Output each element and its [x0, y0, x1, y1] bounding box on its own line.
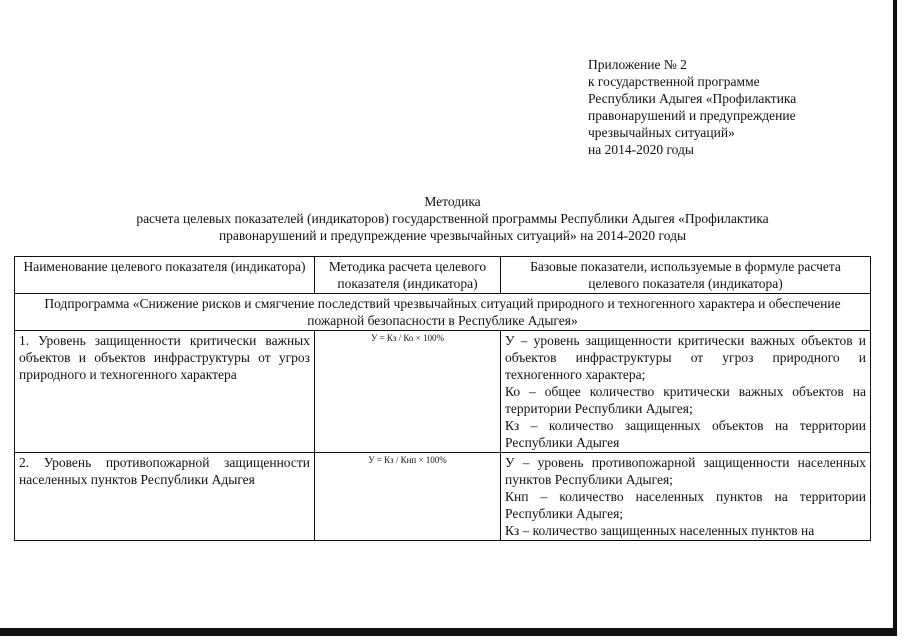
- appendix-line: Республики Адыгея «Профилактика: [588, 91, 797, 106]
- appendix-line: чрезвычайных ситуаций»: [588, 125, 735, 140]
- base-indicator-line: У – уровень защищенности критически важных объектов и объектов инфраструктуры от угроз природного и техногенного характера;: [505, 333, 866, 382]
- appendix-line: правонарушений и предупреждение: [588, 108, 796, 123]
- appendix-note: [588, 56, 858, 158]
- subprogram-title: Подпрограмма «Снижение рисков и смягчение последствий чрезвычайных ситуаций природного и техногенного характера и обеспечение пожарной безопасности в Республике Адыгея»: [15, 294, 871, 331]
- table-header-row: [15, 257, 871, 294]
- base-indicator-line: Кнп – количество населенных пунктов на территории Республики Адыгея;: [505, 489, 866, 521]
- header-calculation-method: Методика расчета целевого показателя (индикатора): [315, 257, 501, 294]
- header-indicator-name: Наименование целевого показателя (индикатора): [15, 257, 315, 294]
- appendix-line: к государственной программе: [588, 74, 760, 89]
- appendix-line: на 2014-2020 годы: [588, 142, 694, 157]
- header-base-indicators: Базовые показатели, используемые в формуле расчета целевого показателя (индикатора): [501, 257, 871, 294]
- table-row: [15, 453, 871, 541]
- title-line-2: расчета целевых показателей (индикаторов) государственной программы Республики Адыгея «Профилактика: [136, 211, 769, 226]
- base-indicators: [501, 453, 871, 541]
- table-row: [15, 331, 871, 453]
- base-indicator-line: У – уровень противопожарной защищенности населенных пунктов Республики Адыгея;: [505, 455, 866, 487]
- title-line-1: Методика: [424, 194, 481, 209]
- document-title: [0, 193, 905, 244]
- indicators-table: [14, 256, 871, 541]
- indicator-name: 2. Уровень противопожарной защищенности населенных пунктов Республики Адыгея: [15, 453, 315, 541]
- scan-right-edge: [893, 0, 897, 632]
- base-indicators: [501, 331, 871, 453]
- base-indicator-line: Кз – количество защищенных объектов на территории Республики Адыгея: [505, 418, 866, 450]
- appendix-line: Приложение № 2: [588, 57, 687, 72]
- subprogram-row: [15, 294, 871, 331]
- base-indicator-line: Кз – количество защищенных населенных пунктов на: [505, 523, 815, 538]
- calculation-formula: У = Кз / Кнп × 100%: [315, 453, 501, 541]
- base-indicator-line: Ко – общее количество критически важных объектов на территории Республики Адыгея;: [505, 384, 866, 416]
- title-line-3: правонарушений и предупреждение чрезвычайных ситуаций» на 2014-2020 годы: [218, 228, 687, 243]
- indicator-name: 1. Уровень защищенности критически важных объектов и объектов инфраструктуры от угроз природного и техногенного характера: [15, 331, 315, 453]
- scan-bottom-edge: [0, 628, 897, 636]
- calculation-formula: У = Кз / Ко × 100%: [315, 331, 501, 453]
